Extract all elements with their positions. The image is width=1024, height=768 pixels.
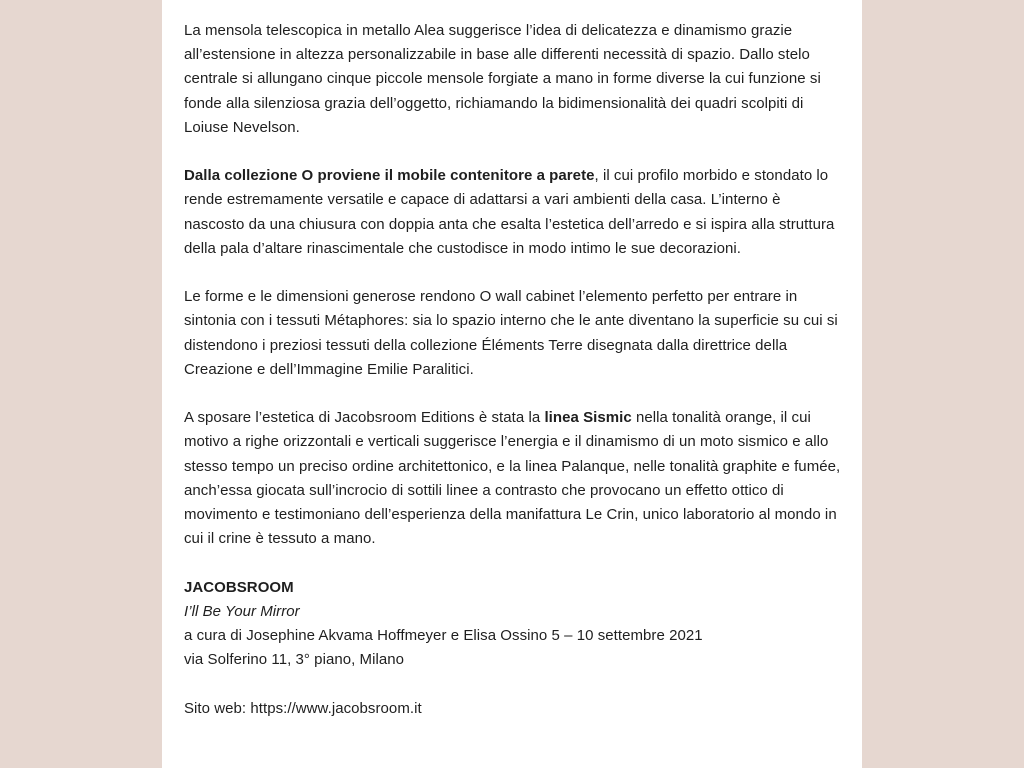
paragraph-sismic-line-text: nella tonalità orange, il cui motivo a righe orizzontali e verticali suggerisce l’energia e il dinamismo di un moto sismico e allo stesso tempo un preciso ordine architettonico, e la linea Palanque, nelle tonalità graphite e fumée, anch’essa giocata sull’incrocio di sottili linee a contrasto che provocano un effetto ottico di movimento e testimoniano dell’esperienza della manifattura Le Crin, unico laboratorio al mondo in cui il crine è tessuto a mano. <box>184 409 841 548</box>
website-line <box>184 697 844 721</box>
article-page <box>162 0 862 768</box>
paragraph-sismic-line-intro: A sposare l’estetica di Jacobsroom Editions è stata la <box>184 409 545 427</box>
paragraph-o-collection <box>184 164 844 261</box>
paragraph-sismic-line <box>184 406 844 551</box>
paragraph-alea-shelf: La mensola telescopica in metallo Alea suggerisce l’idea di delicatezza e dinamismo grazie all’estensione in altezza personalizzabile in base alle differenti necessità di spazio. Dallo stelo centrale si allungano cinque piccole mensole forgiate a mano in forme diverse la cui funzione si fonde alla silenziosa grazia dell’oggetto, richiamando la bidimensionalità dei quadri scolpiti di Loiuse Nevelson. <box>184 22 821 136</box>
event-address: via Solferino 11, 3° piano, Milano <box>184 651 405 669</box>
website-link[interactable]: Sito web: https://www.jacobsroom.it <box>184 699 422 717</box>
event-curators-dates: a cura di Josephine Akvama Hoffmeyer e Elisa Ossino 5 – 10 settembre 2021 <box>184 627 703 645</box>
paragraph-o-collection-highlight: Dalla collezione O proviene il mobile contenitore a parete <box>184 167 595 185</box>
article-content <box>184 19 844 745</box>
event-info-block <box>184 576 844 673</box>
event-title: JACOBSROOM <box>184 578 294 596</box>
paragraph-o-collection-text: , il cui profilo morbido e stondato lo rende estremamente versatile e capace di adattarsi a vari ambienti della casa. L’interno è nascosto da una chiusura con doppia anta che esalta l’estetica dell’arredo e si ispira alla struttura della pala d’altare rinascimentale che custodisce in modo intimo le sue decorazioni. <box>184 167 835 257</box>
paragraph-o-wall-cabinet: Le forme e le dimensioni generose rendono O wall cabinet l’elemento perfetto per entrare in sintonia con i tessuti Métaphores: sia lo spazio interno che le ante diventano la superficie su cui si distendono i preziosi tessuti della collezione Éléments Terre disegnata dalla direttrice della Creazione e dell’Immagine Emilie Paralitici. <box>184 288 838 378</box>
event-subtitle: I’ll Be Your Mirror <box>184 602 300 620</box>
paragraph-sismic-line-highlight: linea Sismic <box>544 409 632 427</box>
